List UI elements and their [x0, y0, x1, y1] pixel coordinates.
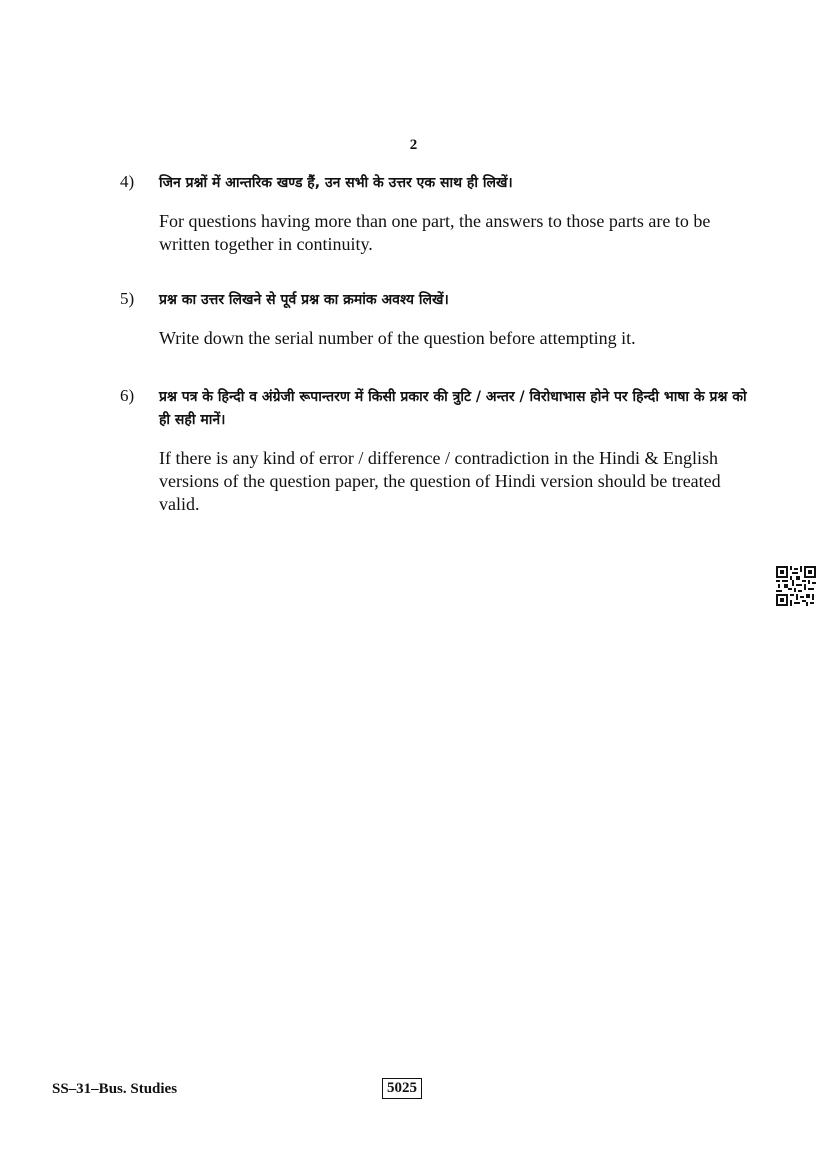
- paper-code-box: 5025: [382, 1078, 422, 1099]
- page-number: 2: [409, 137, 418, 153]
- item-number: 4): [120, 172, 135, 191]
- item-body: [159, 172, 759, 256]
- hindi-instruction: जिन प्रश्नों में आन्तरिक खण्ड हैं, उन सभी के उत्तर एक साथ ही लिखें।: [159, 175, 513, 191]
- english-instruction: If there is any kind of error / difference / contradiction in the Hindi & English versions of the question paper, the question of Hindi version should be treated valid.: [159, 448, 721, 514]
- item-number: 6): [120, 386, 135, 405]
- hindi-instruction: प्रश्न पत्र के हिन्दी व अंग्रेजी रूपान्तरण में किसी प्रकार की त्रुटि / अन्तर / विरोधाभास होने पर हिन्दी भाषा के प्रश्न को ही सही मानें।: [159, 389, 747, 428]
- item-body: [159, 386, 759, 516]
- qr-code-icon: [776, 566, 816, 606]
- subject-code: SS–31–Bus. Studies: [52, 1081, 178, 1097]
- item-number: 5): [120, 289, 135, 308]
- item-body: [159, 289, 759, 350]
- hindi-instruction: प्रश्न का उत्तर लिखने से पूर्व प्रश्न का क्रमांक अवश्य लिखें।: [159, 292, 449, 308]
- english-instruction: Write down the serial number of the question before attempting it.: [159, 328, 636, 348]
- english-instruction: For questions having more than one part, the answers to those parts are to be written together in continuity.: [159, 211, 711, 254]
